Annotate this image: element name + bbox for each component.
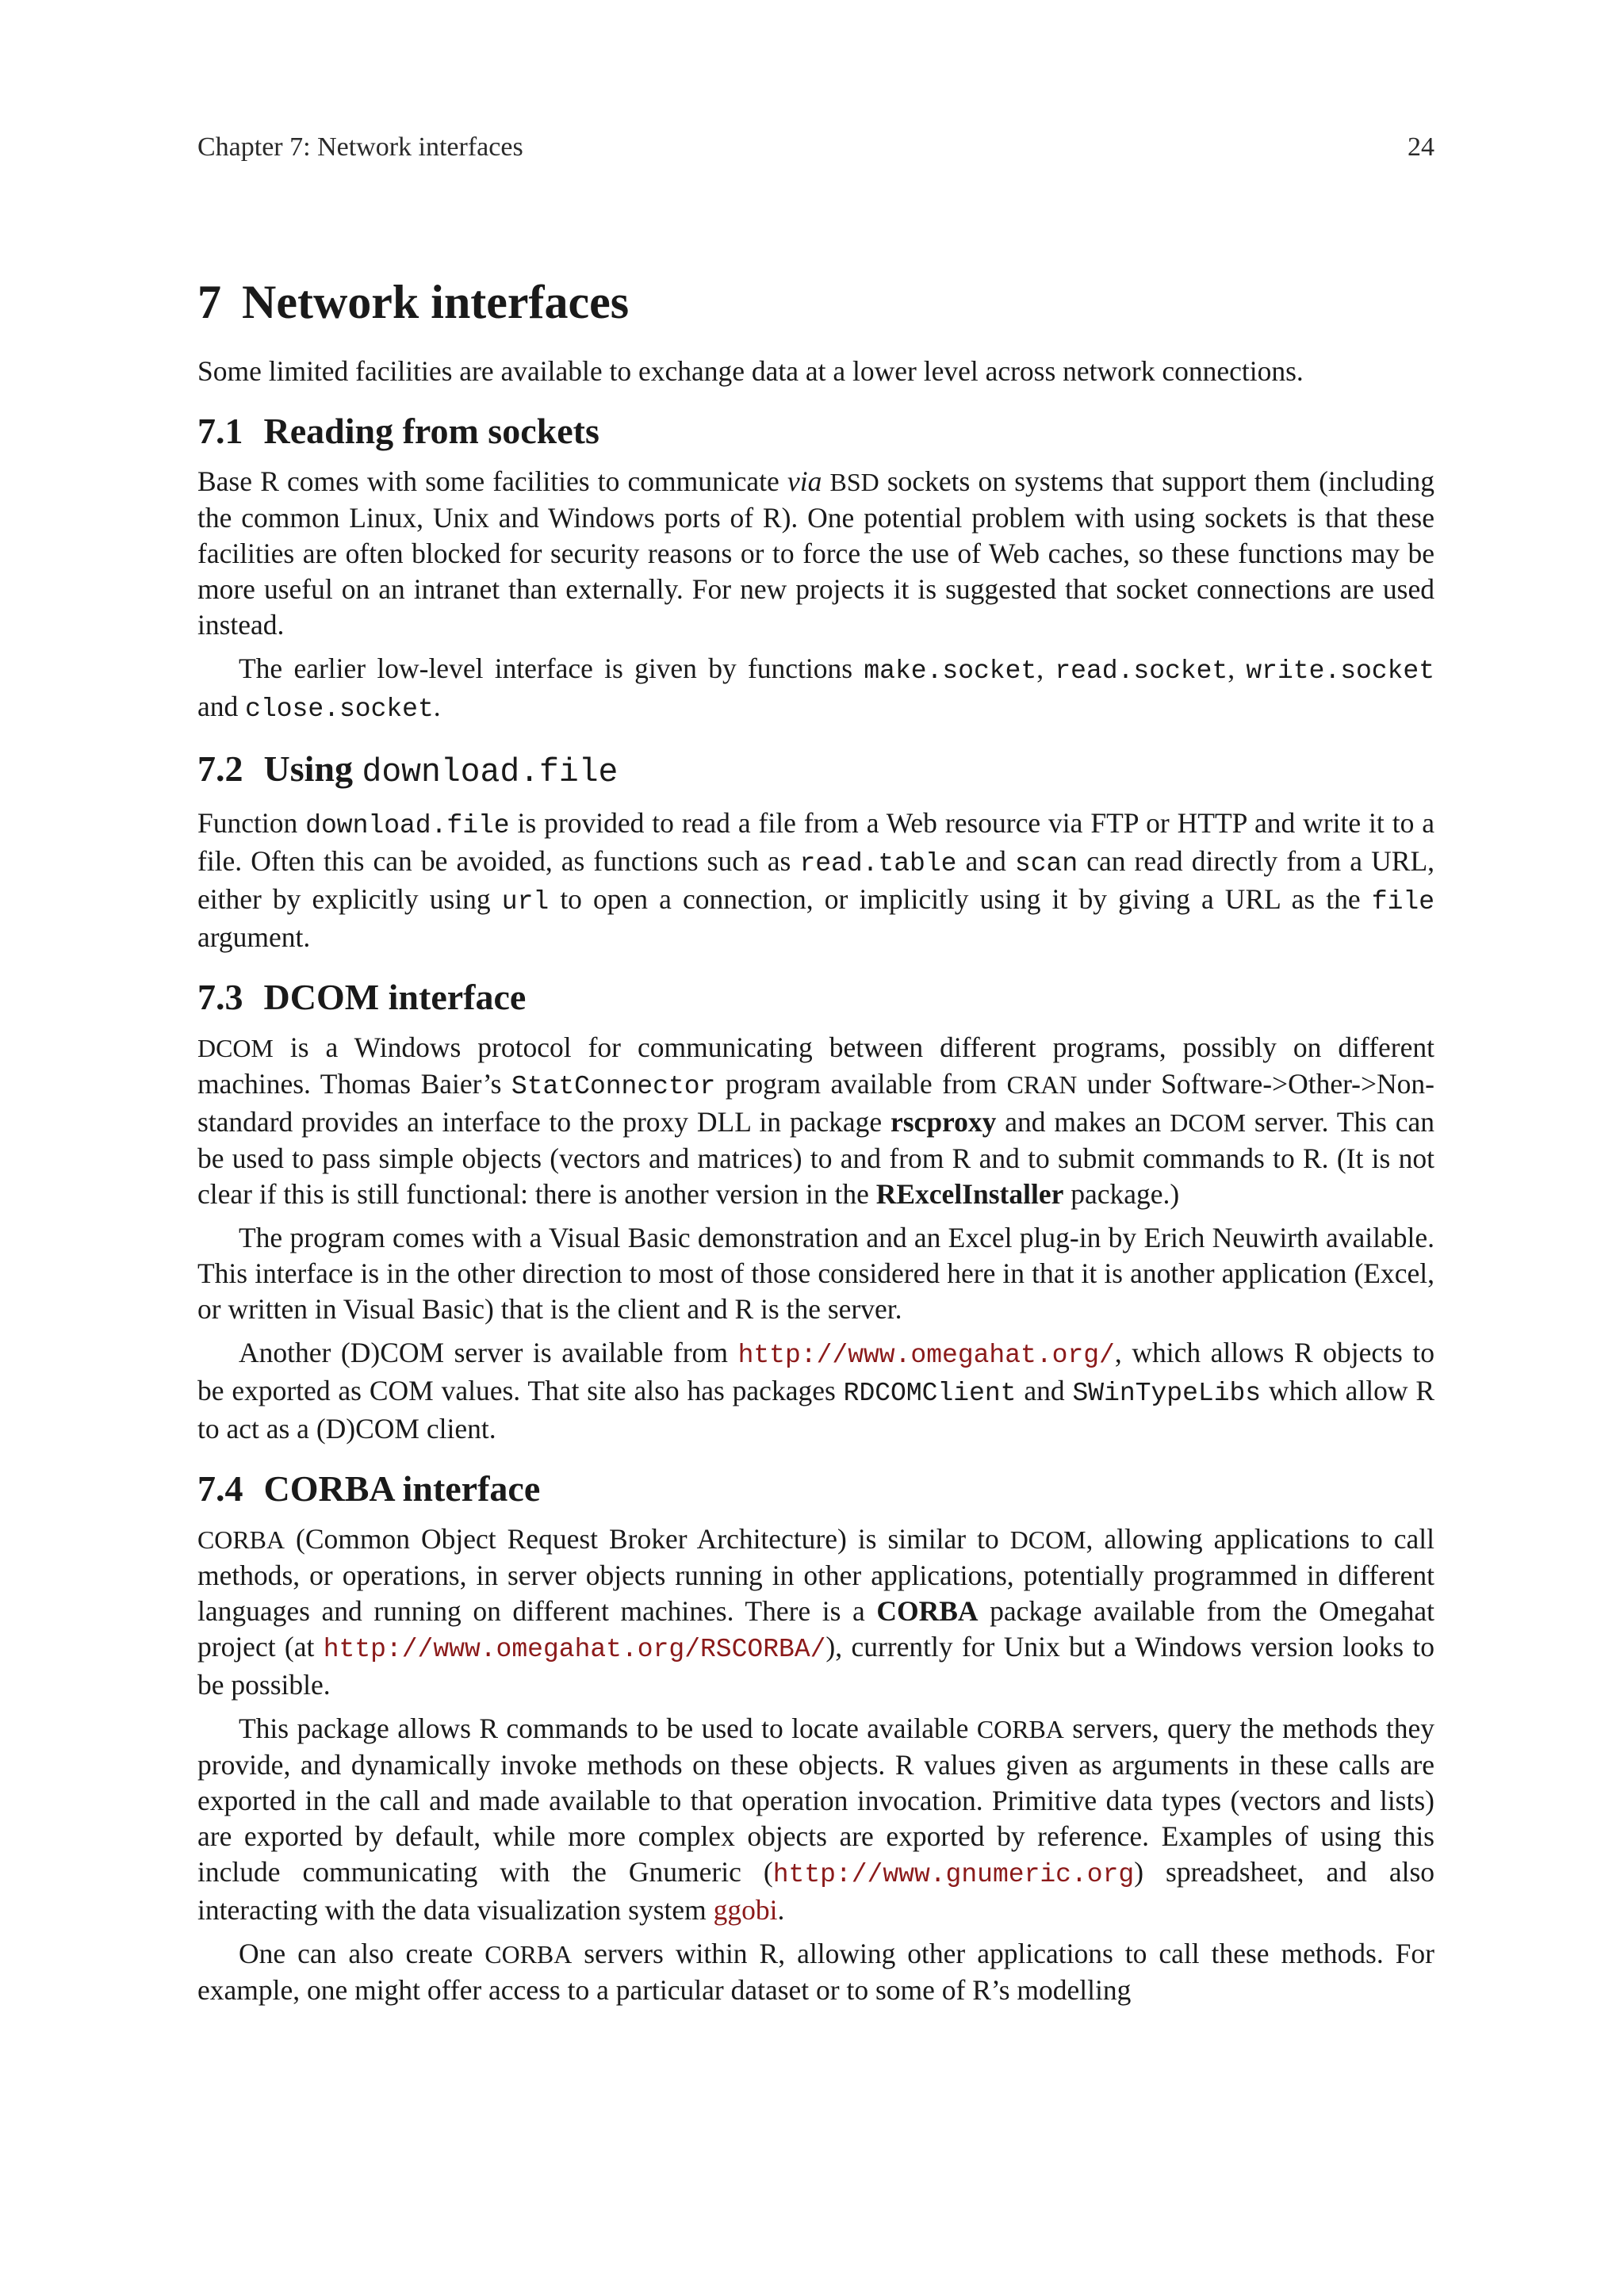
- link-ggobi[interactable]: ggobi: [713, 1894, 778, 1926]
- text: which allow R to act as a (D)COM client.: [197, 1375, 1434, 1445]
- section-number: 7.4: [197, 1468, 243, 1509]
- acronym-bsd: BSD: [829, 469, 879, 496]
- text: servers within R, allowing other applications to call these methods. For example, one might offer access to a particular dataset or to some of R’s modelling: [197, 1938, 1434, 2006]
- text: , which allows R objects to be exported as COM values. That site also has packages: [197, 1337, 1434, 1406]
- text: and: [1016, 1375, 1073, 1406]
- section-title-code: download.file: [362, 755, 619, 791]
- package-rexcelinstaller: RExcelInstaller: [875, 1178, 1064, 1210]
- text: , allowing applications to call methods, or operations, in server objects running in other applications, potentially programmed in different languages and running on different machines. There is a: [197, 1523, 1435, 1627]
- code-swintypelibs: SWinTypeLibs: [1072, 1379, 1262, 1408]
- package-rscproxy: rscproxy: [890, 1106, 997, 1138]
- text: is provided to read a file from a Web resource via FTP or HTTP and write it to a file. Often this can be avoided, as functions such as: [197, 807, 1435, 877]
- text: Another (D)COM server is available from: [239, 1337, 738, 1368]
- text: This package allows R commands to be used to locate available: [239, 1712, 977, 1744]
- section-7-3-paragraph-3: [197, 1335, 1434, 1447]
- section-title: Using: [263, 748, 362, 789]
- section-7-3-heading: [197, 976, 1434, 1019]
- link-omegahat[interactable]: http://www.omegahat.org/: [737, 1341, 1115, 1370]
- text: under Software->Other->Non-standard provides an interface to the proxy DLL in package: [197, 1068, 1434, 1138]
- code-read-table: read.table: [799, 849, 957, 878]
- text: can read directly from a URL, either by explicitly using: [197, 845, 1434, 915]
- acronym-dcom: DCOM: [1009, 1526, 1086, 1554]
- running-header: [197, 132, 1434, 163]
- code-url: url: [501, 887, 550, 916]
- text: program available from: [715, 1068, 1007, 1100]
- chapter-intro: Some limited facilities are available to exchange data at a lower level across network connections.: [197, 355, 1304, 387]
- link-gnumeric[interactable]: http://www.gnumeric.org: [772, 1860, 1135, 1889]
- chapter-title-text: Network interfaces: [242, 276, 630, 328]
- running-header-chapter: Chapter 7: Network interfaces: [197, 132, 523, 162]
- text: server. This can be used to pass simple objects (vectors and matrices) to and from R and to submit commands to R. (It is not clear if this is still functional: there is another version in the: [197, 1106, 1434, 1210]
- code-download-file: download.file: [305, 811, 510, 840]
- text: to open a connection, or implicitly using it by giving a URL as the: [549, 883, 1372, 915]
- text: sockets on systems that support them (including the common Linux, Unix and Windows ports of R). One potential problem with using sockets is that these facilities are often blocked for security reasons or to force the use of Web caches, so these functions may be more useful on an intranet than externally. For new projects it is suggested that socket connections are used instead.: [197, 465, 1434, 641]
- chapter-title: [197, 274, 1434, 330]
- section-7-1-paragraph-2: [197, 651, 1434, 727]
- chapter-number: 7: [197, 276, 221, 328]
- page-number: 24: [1408, 132, 1434, 162]
- section-7-4-paragraph-2: [197, 1711, 1434, 1928]
- text: ,: [1036, 652, 1055, 684]
- text: and makes an: [996, 1106, 1170, 1138]
- text: package available from the Omegahat project (at: [197, 1595, 1435, 1663]
- section-7-1-paragraph-1: [197, 464, 1434, 643]
- code-make-socket: make.socket: [864, 656, 1037, 686]
- text: Function: [197, 807, 306, 839]
- code-statconnector: StatConnector: [511, 1072, 716, 1101]
- section-7-3-paragraph-2: The program comes with a Visual Basic demonstration and an Excel plug-in by Erich Neuwirth available. This interface is in the other direction to most of those considered here in that it is another application (Excel, or written in Visual Basic) that is the client and R is the server.: [197, 1222, 1434, 1325]
- code-close-socket: close.socket: [245, 695, 434, 724]
- acronym-dcom: DCOM: [197, 1035, 274, 1062]
- text: .: [777, 1894, 785, 1926]
- section-7-2-heading: [197, 748, 1434, 794]
- code-write-socket: write.socket: [1246, 656, 1435, 686]
- section-7-2-paragraph-1: [197, 806, 1434, 955]
- text: ), currently for Unix but a Windows version looks to be possible.: [197, 1631, 1434, 1701]
- text: ) spreadsheet, and also interacting with the data visualization system: [197, 1856, 1435, 1926]
- section-title: DCOM interface: [263, 977, 527, 1017]
- acronym-corba: CORBA: [197, 1526, 285, 1554]
- section-title: Reading from sockets: [263, 411, 599, 451]
- acronym-dcom: DCOM: [1170, 1109, 1247, 1137]
- text: .: [433, 691, 441, 722]
- text: package.): [1063, 1178, 1180, 1210]
- section-title: CORBA interface: [263, 1468, 541, 1509]
- text: argument.: [197, 921, 311, 953]
- acronym-cran: CRAN: [1006, 1071, 1078, 1099]
- section-number: 7.3: [197, 977, 243, 1017]
- section-7-1-heading: [197, 410, 1434, 453]
- text: (Common Object Request Broker Architecture) is similar to: [285, 1523, 1010, 1555]
- code-rdcomclient: RDCOMClient: [843, 1379, 1017, 1408]
- section-7-3-paragraph-1: [197, 1030, 1434, 1212]
- acronym-corba: CORBA: [976, 1716, 1064, 1743]
- code-file: file: [1371, 887, 1434, 916]
- emphasis-via: via: [787, 465, 822, 497]
- text: servers, query the methods they provide, and dynamically invoke methods on these objects. R values given as arguments in these calls are exported in the call and made available to that operation invocation. Primitive data types (vectors and lists) are exported by default, while more complex objects are exported by reference. Examples of using this include communicating with the Gnumeric (: [197, 1712, 1434, 1888]
- section-7-4-heading: [197, 1468, 1434, 1510]
- text: ,: [1228, 652, 1247, 684]
- package-corba: CORBA: [876, 1595, 979, 1627]
- acronym-corba: CORBA: [485, 1941, 573, 1969]
- section-number: 7.2: [197, 748, 243, 789]
- text: Base R comes with some facilities to communicate: [197, 465, 787, 497]
- text: and: [197, 691, 246, 722]
- code-read-socket: read.socket: [1055, 656, 1228, 686]
- section-7-4-paragraph-1: [197, 1521, 1434, 1703]
- text: and: [956, 845, 1015, 877]
- text: is a Windows protocol for communicating between different programs, possibly on different machines. Thomas Baier’s: [197, 1031, 1434, 1100]
- text: One can also create: [239, 1938, 485, 1969]
- section-number: 7.1: [197, 411, 243, 451]
- page-content: [197, 274, 1434, 2016]
- code-scan: scan: [1014, 849, 1078, 878]
- text: The earlier low-level interface is given by functions: [239, 652, 864, 684]
- section-7-4-paragraph-3: [197, 1936, 1434, 2008]
- link-omegahat-rscorba[interactable]: http://www.omegahat.org/RSCORBA/: [323, 1635, 826, 1664]
